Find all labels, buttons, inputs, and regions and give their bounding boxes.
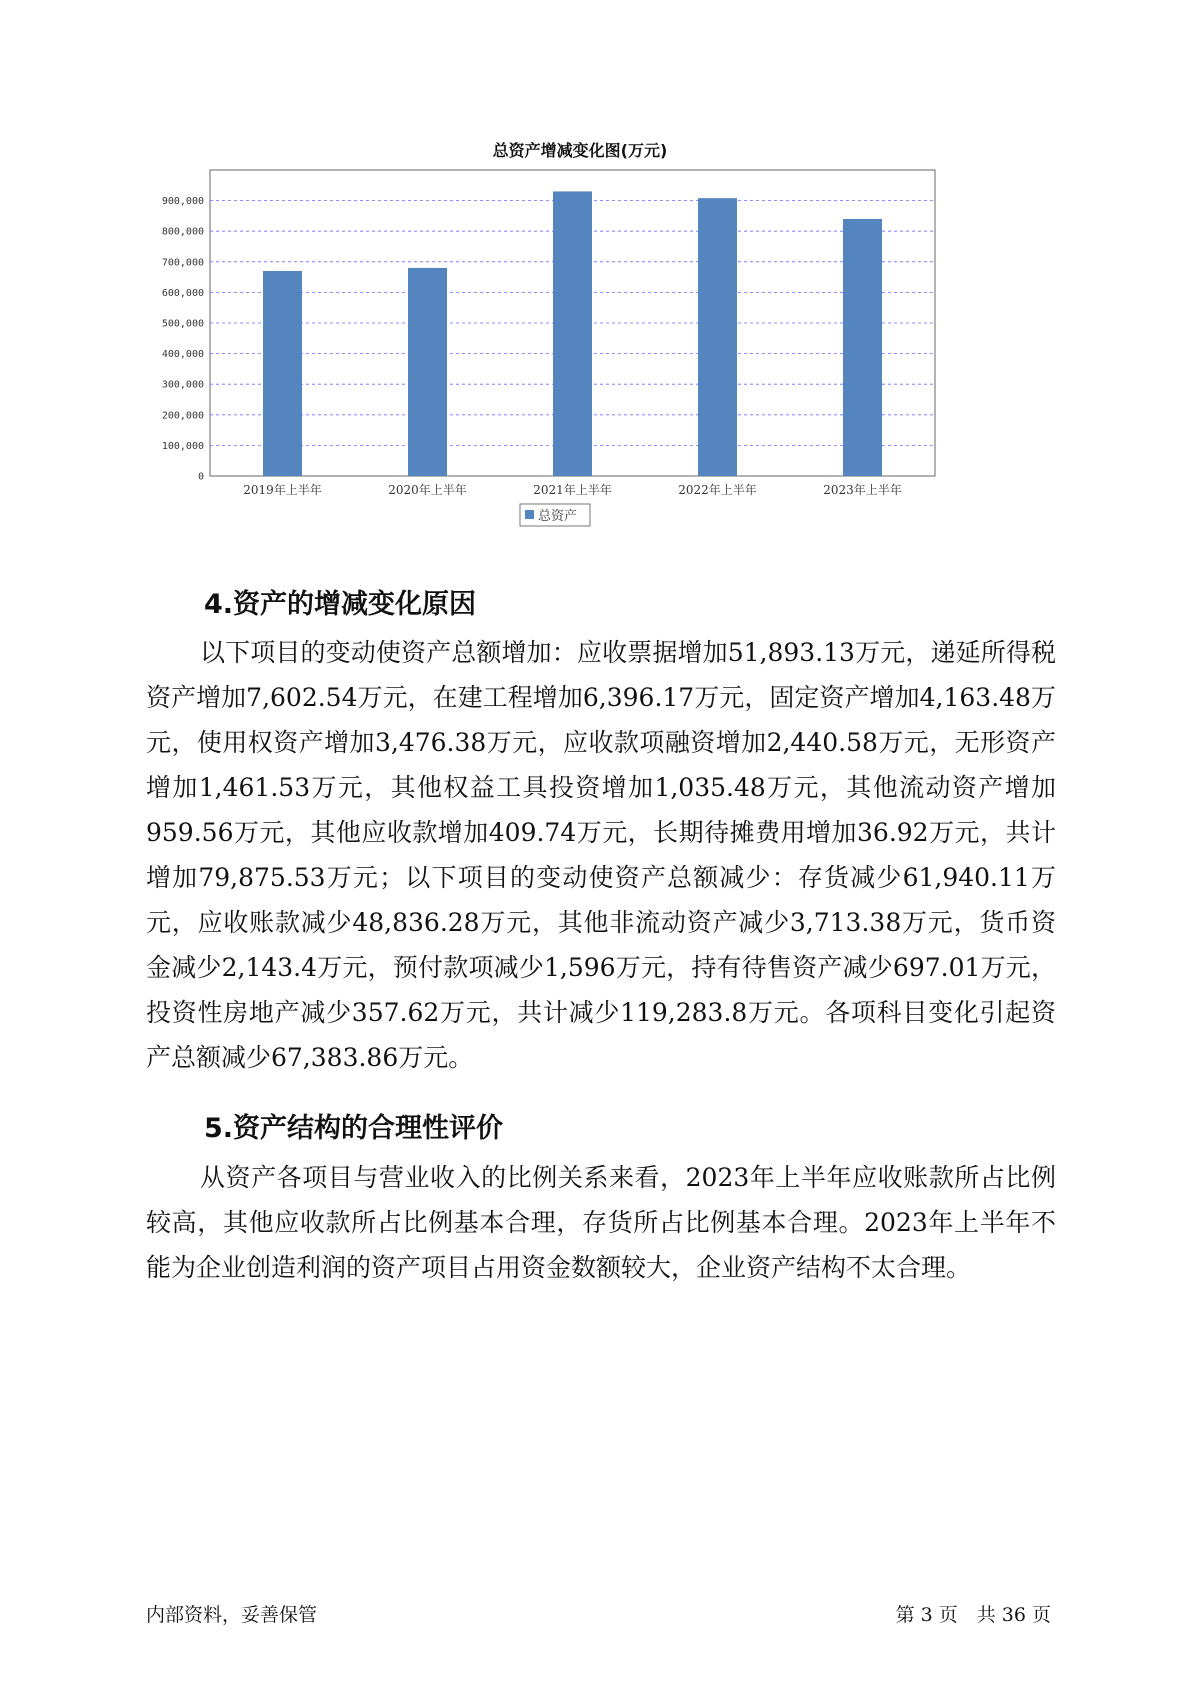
section-4-paragraph: 以下项目的变动使资产总额增加：应收票据增加51,893.13万元，递延所得税资产增加7,602.54万元，在建工程增加6,396.17万元，固定资产增加4,163.48万元，使用权资产增加3,476.38万元，应收款项融资增加2,440.58万元，无形资产增加1,461.53万元，其他权益工具投资增加1,035.48万元，其他流动资产增加959.56万元，其他应收款增加409.74万元，长期待摊费用增加36.92万元，共计增加79,875.53万元；以下项目的变动使资产总额减少：存货减少61,940.11万元，应收账款减少48,836.28万元，其他非流动资产减少3,713.38万元，货币资金减少2,143.4万元，预付款项减少1,596万元，持有待售资产减少697.01万元，投资性房地产减少357.62万元，共计减少119,283.8万元。各项科目变化引起资产总额减少67,383.86万元。: [146, 638, 1056, 1072]
x-tick-label: 2021年上半年: [533, 483, 612, 497]
section-5-heading: 5.资产结构的合理性评价: [204, 1113, 504, 1144]
y-tick-label: 800,000: [161, 226, 204, 238]
bar: [553, 191, 592, 476]
bar: [408, 268, 447, 476]
x-tick-label: 2023年上半年: [823, 483, 902, 497]
y-tick-label: 500,000: [161, 318, 204, 330]
y-tick-label: 900,000: [161, 196, 204, 208]
bar-chart-svg: [140, 138, 1020, 598]
bar: [263, 271, 302, 476]
legend-label: 总资产: [538, 509, 578, 524]
x-tick-label: 2019年上半年: [243, 483, 322, 497]
total-assets-chart: [140, 138, 1020, 598]
y-tick-label: 300,000: [161, 379, 204, 391]
y-tick-label: 200,000: [161, 410, 204, 422]
y-tick-label: 100,000: [161, 440, 204, 452]
bar: [698, 198, 737, 476]
y-tick-label: 600,000: [161, 287, 204, 299]
legend: [520, 504, 590, 526]
footer-page-number: 第 3 页 共 36 页: [895, 1604, 1051, 1626]
x-tick-label: 2020年上半年: [388, 483, 467, 497]
section-4-heading: 4.资产的增减变化原因: [204, 589, 477, 620]
y-tick-label: 400,000: [161, 349, 204, 361]
bar: [843, 219, 882, 476]
section-5-paragraph: 从资产各项目与营业收入的比例关系来看，2023年上半年应收账款所占比例较高，其他应收款所占比例基本合理，存货所占比例基本合理。2023年上半年不能为企业创造利润的资产项目占用资金数额较大，企业资产结构不太合理。: [146, 1163, 1056, 1282]
footer-confidential-note: 内部资料，妥善保管: [146, 1604, 318, 1626]
chart-title: 总资产增减变化图(万元): [492, 141, 668, 160]
x-tick-label: 2022年上半年: [678, 483, 757, 497]
legend-swatch: [525, 510, 534, 519]
y-tick-label: 700,000: [161, 257, 204, 269]
y-tick-label: 0: [197, 471, 204, 483]
